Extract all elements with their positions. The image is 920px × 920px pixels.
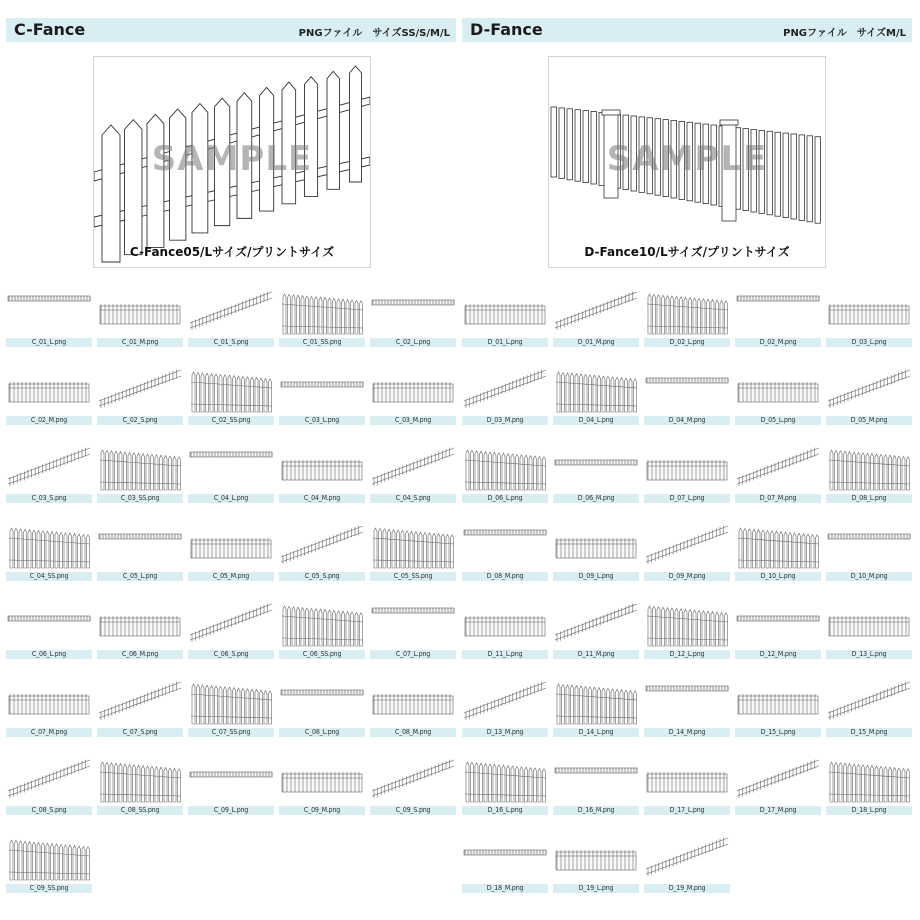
fence-thumbnail-image xyxy=(644,758,730,804)
file-name-label: D_05_M.png xyxy=(826,416,912,425)
file-thumbnail[interactable] xyxy=(735,602,821,662)
file-thumbnail[interactable] xyxy=(553,758,639,818)
fence-thumbnail-image xyxy=(370,758,456,804)
section-title: C-Fance xyxy=(14,20,86,39)
section-format-info: PNGファイル サイズM/L xyxy=(783,28,906,39)
fence-thumbnail-image xyxy=(553,602,639,648)
fence-thumbnail-image xyxy=(553,368,639,414)
fence-thumbnail-image xyxy=(279,680,365,726)
file-name-label: D_11_M.png xyxy=(553,650,639,659)
c-fance-section xyxy=(6,0,456,920)
file-name-label: D_07_M.png xyxy=(735,494,821,503)
fence-thumbnail-image xyxy=(462,836,548,882)
fence-thumbnail-image xyxy=(735,368,821,414)
file-thumbnail[interactable] xyxy=(6,836,92,896)
file-name-label: C_04_SS.png xyxy=(6,572,92,581)
file-thumbnail[interactable] xyxy=(826,524,912,584)
sample-watermark: SAMPLE xyxy=(151,139,313,179)
fence-thumbnail-image xyxy=(735,524,821,570)
fence-thumbnail-image xyxy=(188,680,274,726)
file-name-label: C_03_L.png xyxy=(279,416,365,425)
file-name-label: D_17_L.png xyxy=(644,806,730,815)
file-name-label: D_11_L.png xyxy=(462,650,548,659)
file-thumbnail[interactable] xyxy=(644,602,730,662)
file-name-label: C_05_L.png xyxy=(97,572,183,581)
file-thumbnail[interactable] xyxy=(462,524,548,584)
file-name-label: C_07_SS.png xyxy=(188,728,274,737)
file-name-label: C_03_SS.png xyxy=(97,494,183,503)
fence-thumbnail-image xyxy=(644,680,730,726)
file-thumbnail[interactable] xyxy=(735,524,821,584)
file-name-label: C_06_S.png xyxy=(188,650,274,659)
section-format-info: PNGファイル サイズSS/S/M/L xyxy=(298,28,450,39)
file-name-label: C_03_M.png xyxy=(370,416,456,425)
file-thumbnail[interactable] xyxy=(6,290,92,350)
fence-thumbnail-image xyxy=(6,680,92,726)
file-thumbnail[interactable] xyxy=(6,368,92,428)
file-name-label: D_15_L.png xyxy=(735,728,821,737)
fence-thumbnail-image xyxy=(462,602,548,648)
file-name-label: D_12_L.png xyxy=(644,650,730,659)
file-thumbnail[interactable] xyxy=(6,524,92,584)
file-thumbnail[interactable] xyxy=(279,368,365,428)
file-thumbnail[interactable] xyxy=(826,758,912,818)
file-thumbnail[interactable] xyxy=(644,836,730,896)
sample-watermark: SAMPLE xyxy=(606,139,768,179)
fence-thumbnail-image xyxy=(97,602,183,648)
file-thumbnail[interactable] xyxy=(735,368,821,428)
fence-thumbnail-image xyxy=(462,680,548,726)
section-header xyxy=(6,18,456,42)
fence-thumbnail-image xyxy=(826,680,912,726)
file-thumbnail[interactable] xyxy=(826,368,912,428)
file-name-label: D_02_M.png xyxy=(735,338,821,347)
file-name-label: C_05_M.png xyxy=(188,572,274,581)
fence-thumbnail-image xyxy=(370,524,456,570)
fence-thumbnail-image xyxy=(97,368,183,414)
file-name-label: D_04_M.png xyxy=(644,416,730,425)
file-thumbnail[interactable] xyxy=(279,524,365,584)
fence-thumbnail-image xyxy=(370,446,456,492)
sample-caption: C-Fance05/Lサイズ/プリントサイズ xyxy=(129,245,335,259)
file-name-label: D_02_L.png xyxy=(644,338,730,347)
file-thumbnail[interactable] xyxy=(462,758,548,818)
file-thumbnail[interactable] xyxy=(644,368,730,428)
file-thumbnail[interactable] xyxy=(370,680,456,740)
fence-thumbnail-image xyxy=(644,602,730,648)
fence-thumbnail-image xyxy=(6,290,92,336)
fence-thumbnail-image xyxy=(370,680,456,726)
file-thumbnail[interactable] xyxy=(279,758,365,818)
file-name-label: D_19_L.png xyxy=(553,884,639,893)
file-thumbnail[interactable] xyxy=(644,524,730,584)
file-thumbnail[interactable] xyxy=(279,446,365,506)
fence-thumbnail-image xyxy=(188,602,274,648)
fence-thumbnail-image xyxy=(462,290,548,336)
file-thumbnail[interactable] xyxy=(462,680,548,740)
file-name-label: C_07_L.png xyxy=(370,650,456,659)
fence-thumbnail-image xyxy=(735,446,821,492)
file-name-label: C_08_M.png xyxy=(370,728,456,737)
file-thumbnail[interactable] xyxy=(553,602,639,662)
file-thumbnail[interactable] xyxy=(97,290,183,350)
file-thumbnail[interactable] xyxy=(6,758,92,818)
file-name-label: D_08_M.png xyxy=(462,572,548,581)
file-name-label: D_16_M.png xyxy=(553,806,639,815)
file-thumbnail[interactable] xyxy=(6,602,92,662)
file-name-label: D_17_M.png xyxy=(735,806,821,815)
file-name-label: D_13_L.png xyxy=(826,650,912,659)
fence-thumbnail-image xyxy=(97,758,183,804)
file-name-label: D_12_M.png xyxy=(735,650,821,659)
fence-thumbnail-image xyxy=(553,524,639,570)
fence-thumbnail-image xyxy=(370,602,456,648)
file-name-label: D_05_L.png xyxy=(735,416,821,425)
fence-thumbnail-image xyxy=(6,368,92,414)
file-thumbnail[interactable] xyxy=(370,446,456,506)
fence-thumbnail-image xyxy=(97,446,183,492)
file-thumbnail[interactable] xyxy=(188,290,274,350)
file-thumbnail[interactable] xyxy=(279,602,365,662)
file-thumbnail[interactable] xyxy=(370,368,456,428)
file-name-label: C_09_L.png xyxy=(188,806,274,815)
file-name-label: C_09_SS.png xyxy=(6,884,92,893)
fence-thumbnail-image xyxy=(553,680,639,726)
fence-thumbnail-image xyxy=(462,446,548,492)
file-name-label: D_03_M.png xyxy=(462,416,548,425)
file-thumbnail[interactable] xyxy=(6,446,92,506)
file-name-label: C_01_L.png xyxy=(6,338,92,347)
fence-thumbnail-image xyxy=(735,290,821,336)
fence-thumbnail-image xyxy=(644,290,730,336)
fence-thumbnail-image xyxy=(279,446,365,492)
sample-caption: D-Fance10/Lサイズ/プリントサイズ xyxy=(584,245,790,259)
fence-thumbnail-image xyxy=(462,758,548,804)
file-name-label: D_14_L.png xyxy=(553,728,639,737)
file-thumbnail[interactable] xyxy=(462,290,548,350)
section-header xyxy=(462,18,912,42)
file-thumbnail[interactable] xyxy=(188,446,274,506)
file-name-label: C_06_L.png xyxy=(6,650,92,659)
file-thumbnail[interactable] xyxy=(735,446,821,506)
file-name-label: D_06_M.png xyxy=(553,494,639,503)
file-thumbnail[interactable] xyxy=(735,758,821,818)
file-name-label: C_09_S.png xyxy=(370,806,456,815)
section-title: D-Fance xyxy=(470,20,543,39)
file-name-label: D_18_M.png xyxy=(462,884,548,893)
file-thumbnail[interactable] xyxy=(97,680,183,740)
fence-thumbnail-image xyxy=(97,524,183,570)
file-thumbnail[interactable] xyxy=(553,446,639,506)
file-name-label: C_02_M.png xyxy=(6,416,92,425)
file-thumbnail[interactable] xyxy=(644,290,730,350)
file-thumbnail[interactable] xyxy=(279,680,365,740)
file-name-label: C_04_M.png xyxy=(279,494,365,503)
fence-thumbnail-image xyxy=(279,524,365,570)
file-thumbnail[interactable] xyxy=(188,524,274,584)
file-name-label: C_01_S.png xyxy=(188,338,274,347)
file-name-label: D_10_L.png xyxy=(735,572,821,581)
fence-thumbnail-image xyxy=(370,368,456,414)
file-name-label: C_04_S.png xyxy=(370,494,456,503)
file-thumbnail[interactable] xyxy=(97,758,183,818)
fence-thumbnail-image xyxy=(188,524,274,570)
file-name-label: C_08_S.png xyxy=(6,806,92,815)
file-thumbnail[interactable] xyxy=(462,836,548,896)
fence-thumbnail-image xyxy=(97,680,183,726)
fence-thumbnail-image xyxy=(735,602,821,648)
file-name-label: C_01_M.png xyxy=(97,338,183,347)
file-thumbnail[interactable] xyxy=(735,680,821,740)
file-thumbnail[interactable] xyxy=(644,446,730,506)
file-name-label: C_06_M.png xyxy=(97,650,183,659)
fence-thumbnail-image xyxy=(644,446,730,492)
fence-thumbnail-image xyxy=(553,290,639,336)
file-thumbnail[interactable] xyxy=(97,368,183,428)
fence-thumbnail-image xyxy=(279,290,365,336)
file-name-label: D_07_L.png xyxy=(644,494,730,503)
file-name-label: D_14_M.png xyxy=(644,728,730,737)
file-name-label: C_02_S.png xyxy=(97,416,183,425)
file-thumbnail[interactable] xyxy=(462,602,548,662)
file-name-label: D_13_M.png xyxy=(462,728,548,737)
fence-thumbnail-image xyxy=(188,758,274,804)
file-thumbnail[interactable] xyxy=(553,836,639,896)
file-thumbnail[interactable] xyxy=(97,602,183,662)
file-name-label: C_06_SS.png xyxy=(279,650,365,659)
file-thumbnail[interactable] xyxy=(370,290,456,350)
file-name-label: C_05_S.png xyxy=(279,572,365,581)
fence-thumbnail-image xyxy=(6,446,92,492)
fence-thumbnail-image xyxy=(826,758,912,804)
file-thumbnail[interactable] xyxy=(462,446,548,506)
file-name-label: D_06_L.png xyxy=(462,494,548,503)
fence-thumbnail-image xyxy=(553,836,639,882)
fence-thumbnail-image xyxy=(188,446,274,492)
file-thumbnail[interactable] xyxy=(553,680,639,740)
sample-preview xyxy=(548,56,826,268)
file-thumbnail[interactable] xyxy=(370,758,456,818)
file-name-label: C_09_M.png xyxy=(279,806,365,815)
file-name-label: D_01_M.png xyxy=(553,338,639,347)
fence-thumbnail-image xyxy=(279,602,365,648)
file-name-label: D_03_L.png xyxy=(826,338,912,347)
file-name-label: D_19_M.png xyxy=(644,884,730,893)
file-thumbnail[interactable] xyxy=(553,368,639,428)
file-name-label: C_08_L.png xyxy=(279,728,365,737)
fence-thumbnail-image xyxy=(826,368,912,414)
file-thumbnail[interactable] xyxy=(826,446,912,506)
file-name-label: D_04_L.png xyxy=(553,416,639,425)
file-thumbnail[interactable] xyxy=(279,290,365,350)
fence-thumbnail-image xyxy=(644,368,730,414)
file-name-label: D_09_M.png xyxy=(644,572,730,581)
file-name-label: D_18_L.png xyxy=(826,806,912,815)
fence-thumbnail-image xyxy=(370,290,456,336)
file-thumbnail[interactable] xyxy=(188,680,274,740)
file-name-label: C_04_L.png xyxy=(188,494,274,503)
fence-thumbnail-image xyxy=(735,680,821,726)
fence-thumbnail-image xyxy=(826,446,912,492)
file-name-label: D_08_L.png xyxy=(826,494,912,503)
file-name-label: C_02_L.png xyxy=(370,338,456,347)
fence-thumbnail-image xyxy=(462,368,548,414)
file-name-label: D_16_L.png xyxy=(462,806,548,815)
file-thumbnail[interactable] xyxy=(6,680,92,740)
file-thumbnail[interactable] xyxy=(462,368,548,428)
file-thumbnail[interactable] xyxy=(826,290,912,350)
file-name-label: D_09_L.png xyxy=(553,572,639,581)
fence-thumbnail-image xyxy=(644,836,730,882)
file-name-label: D_15_M.png xyxy=(826,728,912,737)
file-name-label: C_08_SS.png xyxy=(97,806,183,815)
fence-thumbnail-image xyxy=(279,758,365,804)
file-name-label: D_01_L.png xyxy=(462,338,548,347)
file-name-label: C_07_M.png xyxy=(6,728,92,737)
fence-thumbnail-image xyxy=(6,758,92,804)
fence-thumbnail-image xyxy=(826,524,912,570)
file-thumbnail[interactable] xyxy=(97,446,183,506)
fence-thumbnail-image xyxy=(279,368,365,414)
file-thumbnail[interactable] xyxy=(553,290,639,350)
file-thumbnail[interactable] xyxy=(553,524,639,584)
fence-thumbnail-image xyxy=(6,602,92,648)
fence-thumbnail-image xyxy=(553,758,639,804)
file-name-label: C_07_S.png xyxy=(97,728,183,737)
file-thumbnail[interactable] xyxy=(188,602,274,662)
fence-thumbnail-image xyxy=(644,524,730,570)
fence-thumbnail-image xyxy=(735,758,821,804)
file-thumbnail[interactable] xyxy=(97,524,183,584)
fence-thumbnail-image xyxy=(188,368,274,414)
sample-preview xyxy=(93,56,371,268)
file-thumbnail[interactable] xyxy=(644,758,730,818)
file-thumbnail[interactable] xyxy=(735,290,821,350)
file-name-label: C_05_SS.png xyxy=(370,572,456,581)
file-thumbnail[interactable] xyxy=(826,602,912,662)
fence-thumbnail-image xyxy=(188,290,274,336)
fence-thumbnail-image xyxy=(553,446,639,492)
fence-thumbnail-image xyxy=(826,290,912,336)
file-thumbnail[interactable] xyxy=(370,602,456,662)
file-thumbnail[interactable] xyxy=(370,524,456,584)
file-thumbnail[interactable] xyxy=(826,680,912,740)
file-thumbnail[interactable] xyxy=(188,368,274,428)
fence-thumbnail-image xyxy=(826,602,912,648)
file-name-label: C_03_S.png xyxy=(6,494,92,503)
file-name-label: D_10_M.png xyxy=(826,572,912,581)
file-name-label: C_01_SS.png xyxy=(279,338,365,347)
file-thumbnail[interactable] xyxy=(188,758,274,818)
d-fance-section xyxy=(462,0,912,920)
fence-thumbnail-image xyxy=(462,524,548,570)
fence-thumbnail-image xyxy=(6,836,92,882)
file-thumbnail[interactable] xyxy=(644,680,730,740)
fence-thumbnail-image xyxy=(6,524,92,570)
fence-thumbnail-image xyxy=(97,290,183,336)
file-name-label: C_02_SS.png xyxy=(188,416,274,425)
